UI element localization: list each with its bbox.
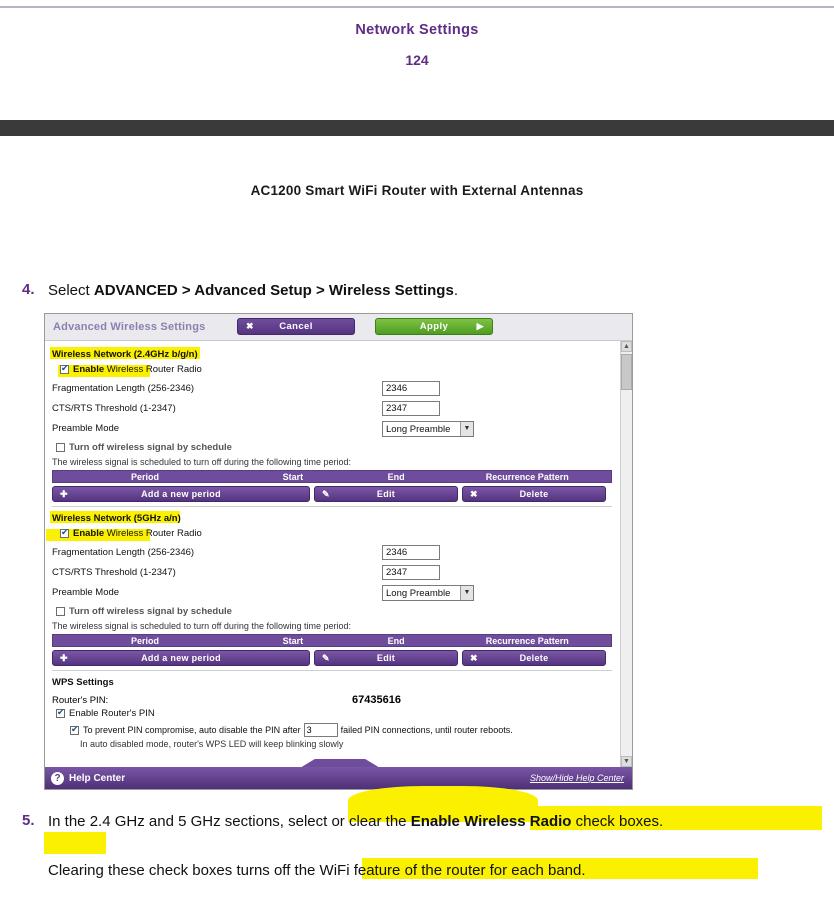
enable-label-rest-24ghz: Wireless Router Radio — [104, 364, 202, 375]
page-top-rule — [0, 6, 834, 8]
help-center-label: Help Center — [69, 772, 126, 784]
section-separator-2 — [52, 670, 612, 671]
schedule-buttons-24ghz — [52, 486, 612, 502]
preamble-mode-24ghz-value: Long Preamble — [386, 423, 451, 435]
show-hide-help-center-link[interactable]: Show/Hide Help Center — [529, 773, 624, 783]
add-new-period-label-24ghz: Add a new period — [141, 489, 221, 499]
plus-icon: ✚ — [60, 488, 68, 499]
highlight-step5-b — [44, 832, 106, 854]
enable-label-bold-24ghz: Enable — [73, 364, 105, 375]
step-5-part2: check boxes. — [571, 813, 664, 830]
add-new-period-button-5ghz[interactable] — [52, 650, 310, 666]
vertical-scrollbar[interactable] — [620, 341, 632, 767]
step-4-suffix: . — [453, 282, 458, 299]
schedule-note-24ghz: The wireless signal is scheduled to turn off during the following time period: — [52, 457, 351, 467]
section-title-5ghz: Wireless Network (5GHz a/n) — [52, 513, 181, 524]
section-separator-1 — [52, 506, 612, 507]
auto-disable-pin-label-post: failed PIN connections, until router reboots. — [340, 725, 513, 735]
apply-button-label: Apply — [419, 321, 449, 332]
router-admin-screenshot — [44, 313, 633, 790]
step-5-bold: Enable Wireless Radio — [410, 813, 572, 830]
preamble-mode-5ghz-value: Long Preamble — [386, 587, 451, 599]
arrow-right-icon: ▶ — [476, 321, 484, 331]
step-4 — [22, 281, 812, 301]
router-pin-label: Router's PIN: — [52, 694, 109, 706]
step-4-text — [48, 281, 458, 301]
turn-off-schedule-5ghz-row[interactable] — [56, 606, 612, 617]
product-title: AC1200 Smart WiFi Router with External Antennas — [250, 183, 584, 198]
enable-wireless-radio-5ghz-checkbox[interactable] — [60, 529, 69, 538]
enable-label-rest-5ghz: Wireless Router Radio — [104, 528, 202, 539]
step-5-part1: In the 2.4 GHz and 5 GHz sections, select or clear the — [48, 813, 411, 830]
help-center-bar — [45, 767, 632, 789]
caret-down-icon[interactable]: ▼ — [621, 756, 632, 767]
schedule-table-header-5ghz — [52, 634, 612, 647]
edit-period-label-5ghz: Edit — [376, 653, 396, 663]
cts-rts-threshold-5ghz-label: CTS/RTS Threshold (1-2347) — [52, 567, 176, 578]
apply-button[interactable] — [375, 318, 493, 335]
question-mark-icon: ? — [51, 772, 64, 785]
turn-off-schedule-24ghz-checkbox[interactable] — [56, 443, 65, 452]
preamble-mode-5ghz-label: Preamble Mode — [52, 587, 120, 598]
turn-off-schedule-5ghz-label: Turn off wireless signal by schedule — [69, 606, 232, 617]
cts-rts-threshold-5ghz-row — [52, 563, 612, 582]
schedule-table-header-24ghz — [52, 470, 612, 483]
x-icon: ✖ — [470, 652, 478, 663]
cts-rts-threshold-24ghz-row — [52, 399, 612, 418]
section-title-wps: WPS Settings — [52, 677, 114, 688]
auto-disable-pin-note: In auto disabled mode, router's WPS LED will keep blinking slowly — [80, 739, 344, 749]
scrollbar-thumb[interactable] — [621, 354, 632, 390]
step-4-number: 4. — [22, 281, 35, 298]
enable-router-pin-row[interactable] — [56, 708, 612, 719]
step-5-body-text: Clearing these check boxes turns off the WiFi feature of the router for each band. — [48, 862, 586, 879]
router-screen-body — [45, 341, 632, 767]
chevron-down-icon[interactable]: ▼ — [460, 422, 473, 436]
step-4-prefix: Select — [48, 282, 94, 299]
schedule-col-start-24ghz: Start — [282, 471, 304, 482]
cancel-button-label: Cancel — [279, 321, 313, 332]
edit-period-button-5ghz[interactable] — [314, 650, 458, 666]
router-screen-title: Advanced Wireless Settings — [53, 321, 206, 333]
step-4-bold: ADVANCED > Advanced Setup > Wireless Settings — [93, 282, 454, 299]
auto-disable-pin-row[interactable] — [70, 723, 612, 737]
cts-rts-threshold-24ghz-input[interactable]: 2347 — [382, 401, 440, 416]
enable-label-bold-5ghz: Enable — [73, 528, 105, 539]
schedule-col-period-24ghz: Period — [131, 471, 160, 482]
x-icon: ✖ — [470, 488, 478, 499]
delete-period-label-5ghz: Delete — [519, 653, 549, 663]
edit-period-label-24ghz: Edit — [376, 489, 396, 499]
auto-disable-pin-attempts-input[interactable]: 3 — [304, 723, 338, 737]
fragmentation-length-5ghz-row — [52, 543, 612, 562]
section-divider-band — [0, 120, 834, 136]
cts-rts-threshold-24ghz-label: CTS/RTS Threshold (1-2347) — [52, 403, 176, 414]
schedule-col-start-5ghz: Start — [282, 635, 304, 646]
delete-period-button-24ghz[interactable] — [462, 486, 606, 502]
schedule-col-recurrence-5ghz: Recurrence Pattern — [485, 635, 569, 646]
turn-off-schedule-5ghz-checkbox[interactable] — [56, 607, 65, 616]
preamble-mode-24ghz-row — [52, 419, 612, 438]
fragmentation-length-5ghz-input[interactable]: 2346 — [382, 545, 440, 560]
preamble-mode-5ghz-select[interactable] — [382, 585, 474, 601]
fragmentation-length-24ghz-label: Fragmentation Length (256-2346) — [52, 383, 195, 394]
plus-icon: ✚ — [60, 652, 68, 663]
enable-wireless-radio-24ghz-checkbox[interactable] — [60, 365, 69, 374]
enable-wireless-radio-5ghz-row[interactable] — [60, 528, 612, 539]
step-5-text — [48, 812, 816, 832]
router-screenshot-header — [45, 314, 632, 341]
add-new-period-label-5ghz: Add a new period — [141, 653, 221, 663]
x-icon: ✖ — [246, 321, 254, 331]
fragmentation-length-24ghz-input[interactable]: 2346 — [382, 381, 440, 396]
fragmentation-length-5ghz-label: Fragmentation Length (256-2346) — [52, 547, 195, 558]
preamble-mode-24ghz-select[interactable] — [382, 421, 474, 437]
add-new-period-button-24ghz[interactable] — [52, 486, 310, 502]
settings-form — [45, 341, 619, 767]
cts-rts-threshold-5ghz-input[interactable]: 2347 — [382, 565, 440, 580]
router-pin-row — [52, 694, 612, 706]
fragmentation-length-24ghz-row — [52, 379, 612, 398]
pencil-icon: ✎ — [322, 652, 330, 663]
preamble-mode-5ghz-row — [52, 583, 612, 602]
schedule-note-5ghz: The wireless signal is scheduled to turn off during the following time period: — [52, 621, 351, 631]
preamble-mode-24ghz-label: Preamble Mode — [52, 423, 120, 434]
enable-router-pin-label: Enable Router's PIN — [69, 708, 155, 719]
turn-off-schedule-24ghz-label: Turn off wireless signal by schedule — [69, 442, 232, 453]
turn-off-schedule-24ghz-row[interactable] — [56, 442, 612, 453]
delete-period-label-24ghz: Delete — [519, 489, 549, 499]
enable-wireless-radio-24ghz-row[interactable] — [60, 364, 612, 375]
page-number: 124 — [405, 52, 429, 68]
router-pin-value: 67435616 — [352, 694, 401, 706]
chevron-down-icon[interactable]: ▼ — [460, 586, 473, 600]
page-title: Network Settings — [355, 22, 479, 38]
section-title-24ghz: Wireless Network (2.4GHz b/g/n) — [52, 349, 198, 360]
pencil-icon: ✎ — [322, 488, 330, 499]
schedule-buttons-5ghz — [52, 650, 612, 666]
document-header — [0, 22, 834, 68]
schedule-col-period-5ghz: Period — [131, 635, 160, 646]
auto-disable-pin-checkbox[interactable] — [70, 726, 79, 735]
edit-period-button-24ghz[interactable] — [314, 486, 458, 502]
step-5 — [22, 812, 822, 832]
step-5-number: 5. — [22, 812, 35, 829]
schedule-col-end-24ghz: End — [387, 471, 405, 482]
schedule-col-recurrence-24ghz: Recurrence Pattern — [485, 471, 569, 482]
caret-up-icon[interactable]: ▲ — [621, 341, 632, 352]
delete-period-button-5ghz[interactable] — [462, 650, 606, 666]
schedule-col-end-5ghz: End — [387, 635, 405, 646]
enable-router-pin-checkbox[interactable] — [56, 709, 65, 718]
auto-disable-pin-label-pre: To prevent PIN compromise, auto disable the PIN after — [83, 725, 301, 735]
cancel-button[interactable] — [237, 318, 355, 335]
